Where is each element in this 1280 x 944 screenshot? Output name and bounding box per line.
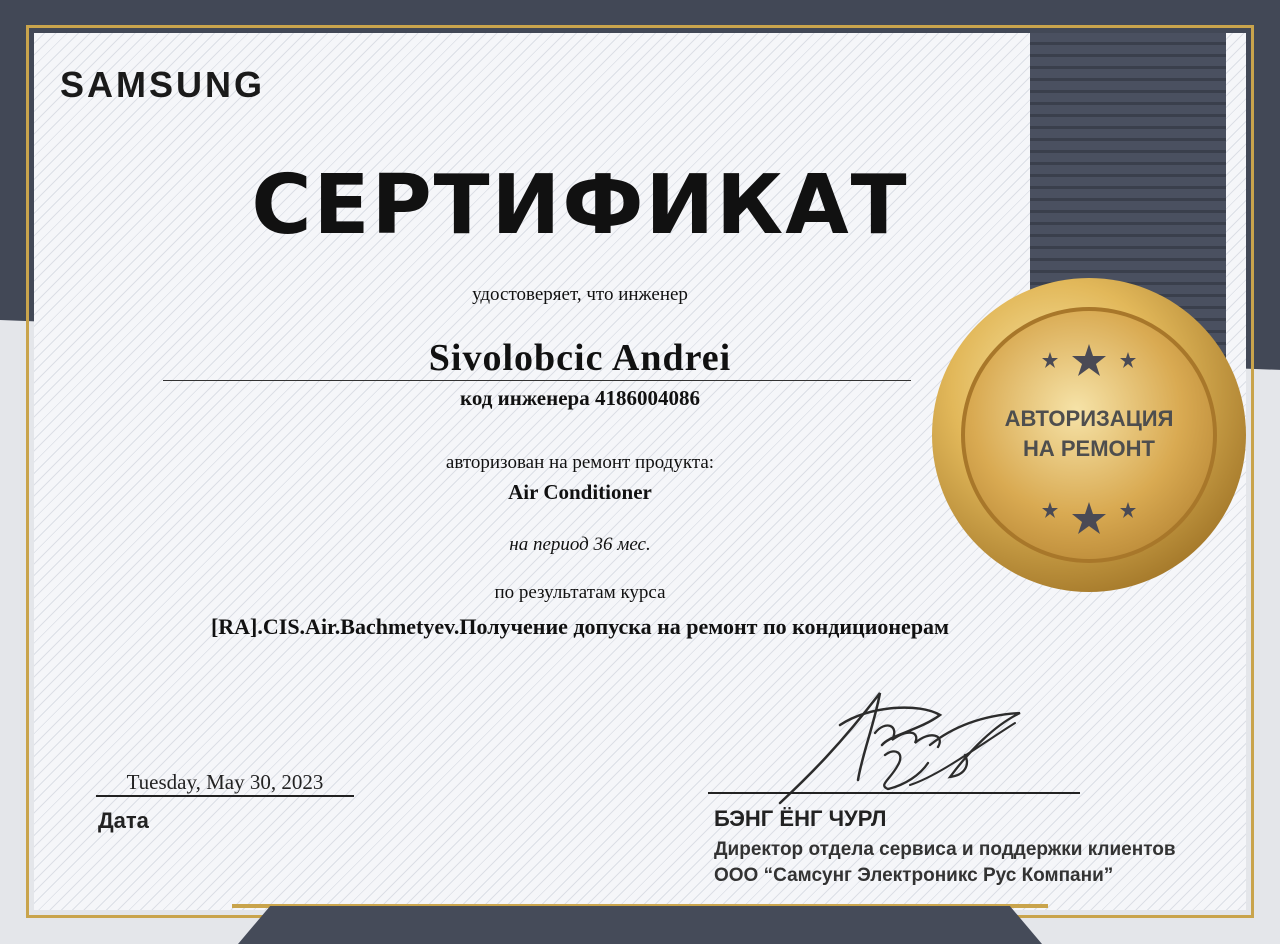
signer-role-line2: ООО “Самсунг Электроникс Рус Компани” bbox=[714, 865, 1114, 886]
results-text: по результатам курса bbox=[494, 582, 666, 603]
seal-text bbox=[930, 404, 1248, 464]
product-name: Air Conditioner bbox=[508, 480, 652, 504]
seal-line1: АВТОРИЗАЦИЯ bbox=[1004, 406, 1174, 431]
period-text: на период 36 мес. bbox=[509, 534, 651, 555]
samsung-logo: SAMSUNG bbox=[60, 64, 266, 105]
engineer-code: код инженера 4186004086 bbox=[460, 386, 700, 410]
date-value: Tuesday, May 30, 2023 bbox=[126, 770, 324, 794]
bottom-tab-decoration bbox=[238, 906, 1042, 944]
signer-name: БЭНГ ЁНГ ЧУРЛ bbox=[714, 806, 887, 831]
seal-line2: НА РЕМОНТ bbox=[1023, 436, 1155, 461]
certificate-title: СЕРТИФИКАТ bbox=[251, 158, 909, 253]
course-name: [RA].CIS.Air.Bachmetyev.Получение допуска на ремонт по кондиционерам bbox=[210, 614, 950, 639]
date-label: Дата bbox=[98, 808, 149, 833]
signer-role-line1: Директор отдела сервиса и поддержки клиентов bbox=[714, 839, 1176, 860]
signature-underline bbox=[708, 792, 1080, 794]
intro-text: удостоверяет, что инженер bbox=[472, 284, 688, 305]
signer-role bbox=[714, 837, 1176, 889]
signature-image bbox=[770, 685, 1040, 815]
authorized-text: авторизован на ремонт продукта: bbox=[445, 452, 715, 473]
engineer-name: Sivolobcic Andrei bbox=[428, 337, 732, 379]
name-underline bbox=[163, 380, 911, 381]
date-underline bbox=[96, 795, 354, 797]
